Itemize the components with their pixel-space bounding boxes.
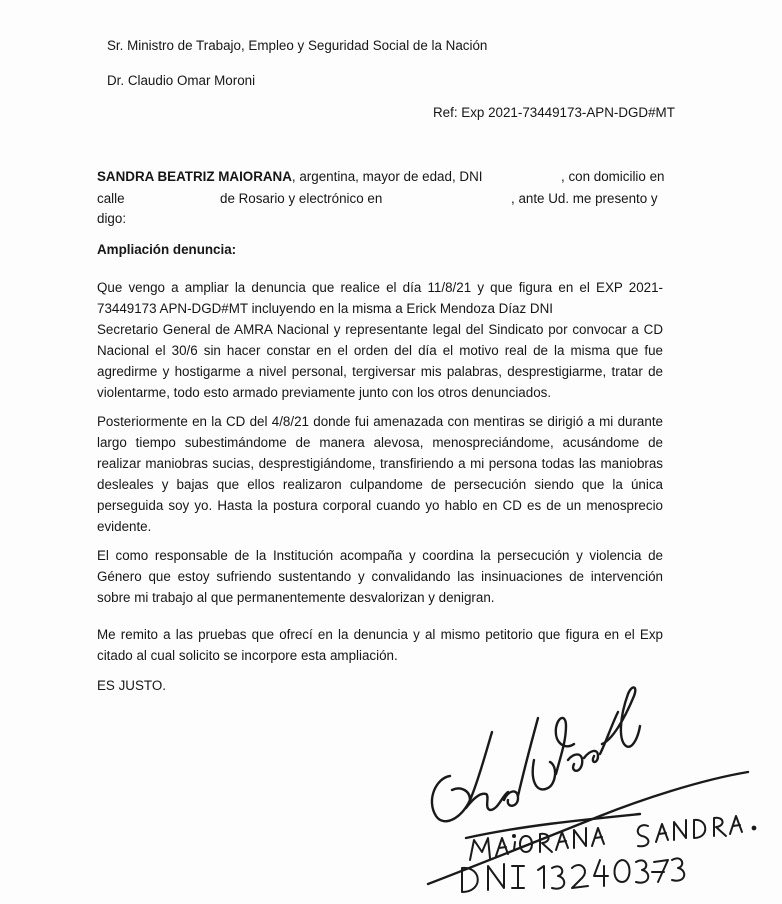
paragraph-3-line-1: El como responsable de la Institución acompaña y coordina la persecución y violencia de [97,548,663,563]
closing-text: ES JUSTO. [97,678,166,693]
intro-line-1-end: , con domicilio en [561,169,665,184]
intro-line-2-end: , ante Ud. me presento y [511,191,658,206]
intro-line-3: digo: [97,211,127,226]
paragraph-1-line-1: Que vengo a ampliar la denuncia que realice el día 11/8/21 y que figura en el EXP 2021- [97,280,663,295]
paragraph-2-line-6: evidente. [97,519,152,534]
paragraph-1-line-3: Secretario General de AMRA Nacional y representante legal del Sindicato por convocar a CD [97,322,663,337]
paragraph-1-line-4: Nacional el 30/6 sin hacer constar en el orden del día el motivo real de la misma que fue [97,343,663,358]
paragraph-1-line-5: agredirme y hostigarme a nivel personal, tergiversar mis palabras, desprestigiarme, tratar de [97,364,663,379]
paragraph-3-line-3: sobre mi trabajo al que permanentemente desvalorizan y denigran. [97,590,495,605]
intro-line-1-text: , argentina, mayor de edad, DNI [291,169,483,184]
paragraph-2-line-5: perseguida soy yo. Hasta la postura corporal cuando yo hablo en CD es de un menosprecio [97,498,663,513]
paragraph-2-line-1: Posteriormente en la CD del 4/8/21 donde fui amenazada con mentiras se dirigió a mi durante [97,414,663,429]
paragraph-2-line-4: desleales y bajas que ellos realizaron culpandome de persecución siendo que la única [97,477,663,492]
paragraph-1-line-2: 73449173 APN-DGD#MT incluyendo en la misma a Erick Mendoza Díaz DNI [97,301,553,316]
paragraph-1-line-6: violentarme, todo esto armado previamente junto con los otros denunciados. [97,385,552,400]
paragraph-4-line-2: citado al cual solicito se incorpore esta ampliación. [97,648,398,663]
paragraph-2-line-2: largo tiempo subestimándome de manera alevosa, menospreciándome, acusándome de [97,435,663,450]
addressee-line-1: Sr. Ministro de Trabajo, Empleo y Seguridad Social de la Nación [107,38,488,53]
section-title: Ampliación denuncia: [97,242,237,257]
intro-line-2-mid: de Rosario y electrónico en [220,191,383,206]
reference-line: Ref: Exp 2021-73449173-APN-DGD#MT [433,105,675,120]
paragraph-3-line-2: Género que estoy sufriendo sustentando y convalidando las insinuaciones de intervención [97,569,663,584]
paragraph-2-line-3: realizar maniobras sucias, desprestigiándome, transfiriendo a mi persona todas las maniobras [97,456,663,471]
intro-line-2-start: calle [97,191,125,206]
intro-name: SANDRA BEATRIZ MAIORANA [97,169,292,184]
addressee-line-2: Dr. Claudio Omar Moroni [107,73,256,88]
paragraph-4-line-1: Me remito a las pruebas que ofrecí en la denuncia y al mismo petitorio que figura en el Exp [97,627,663,642]
